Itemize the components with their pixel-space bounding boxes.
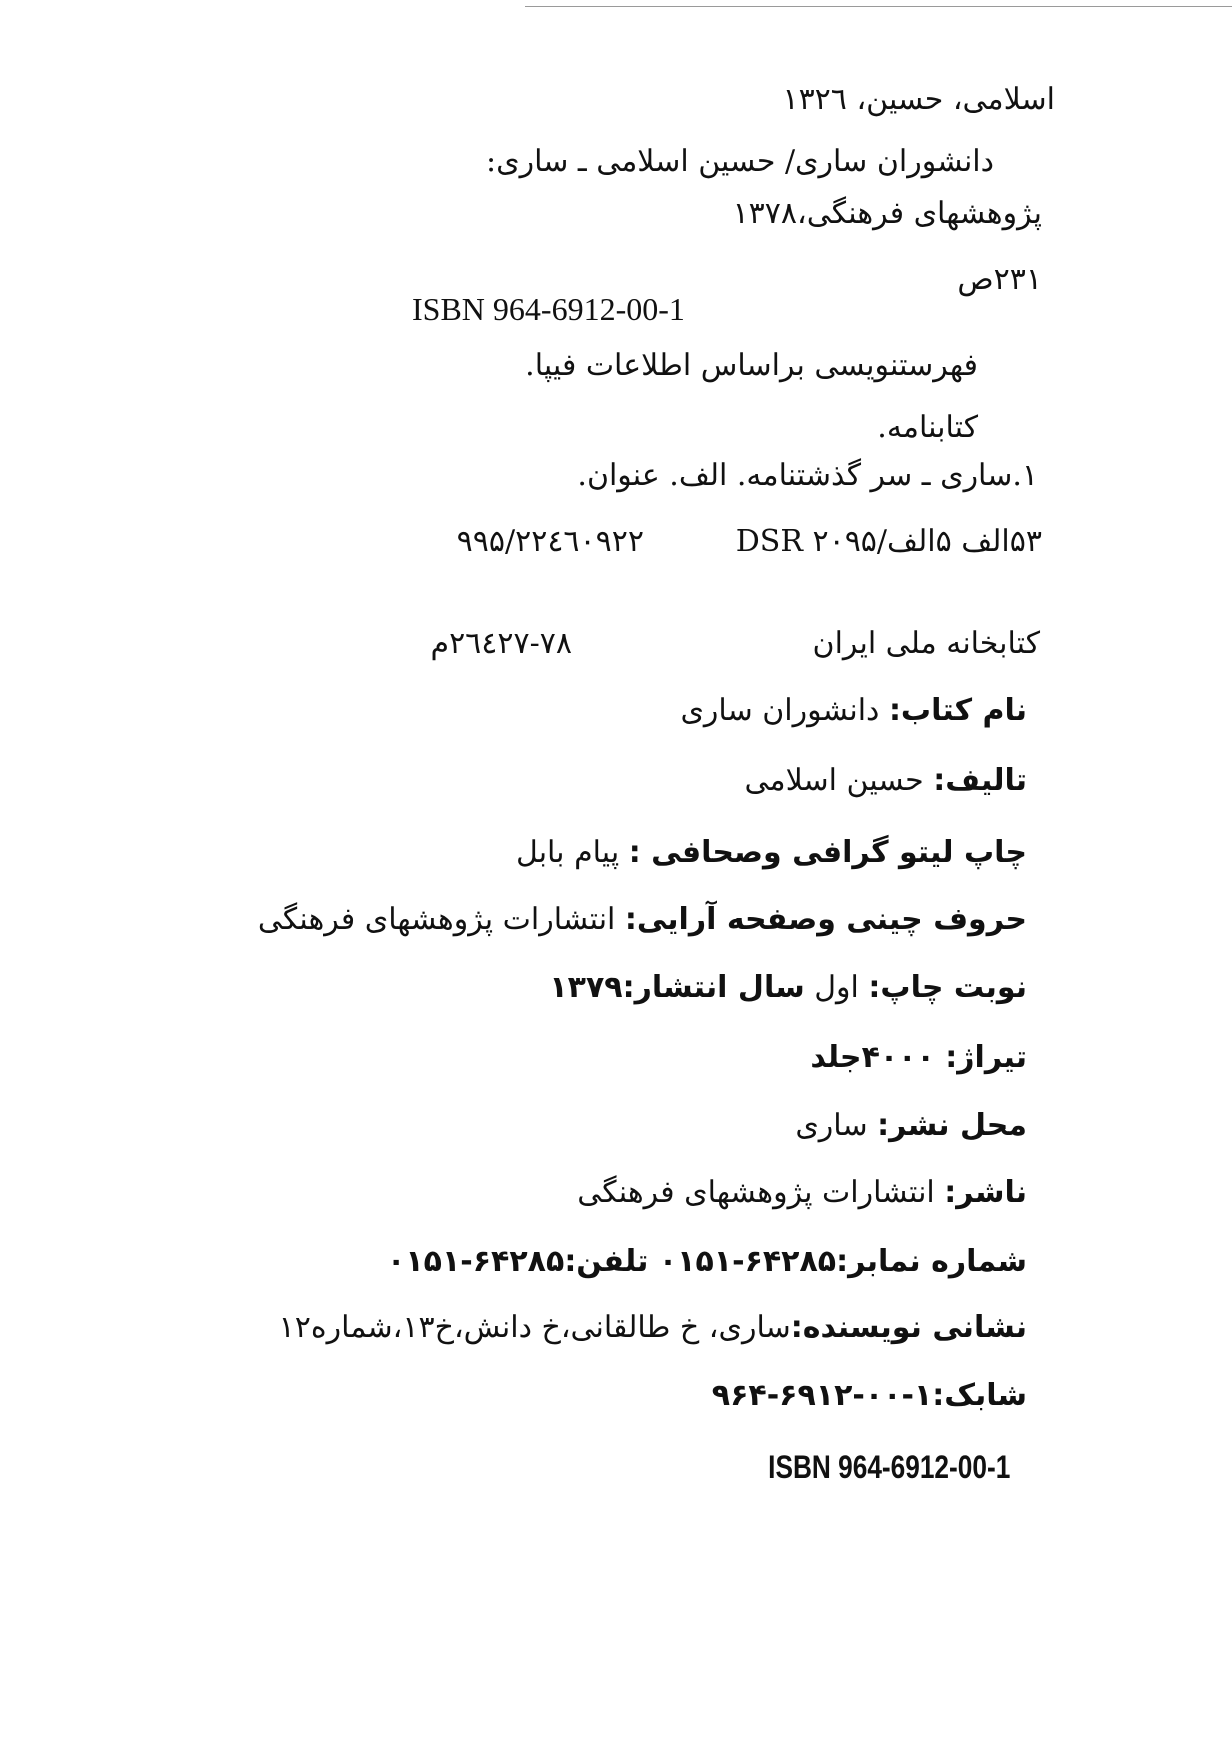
- edition-row: [549, 970, 1027, 1006]
- litho-label: چاپ لیتو گرافی وصحافی :: [628, 835, 1027, 870]
- address-label: نشانی نویسنده:: [790, 1310, 1027, 1345]
- cip-library-number: ۲٦٤۲۷-۷۸م: [430, 626, 572, 661]
- typesetting-row: [258, 902, 1027, 938]
- circulation-row: [810, 1040, 1027, 1076]
- cip-library: کتابخانه ملی ایران: [812, 626, 1040, 661]
- cip-pages: ۲۳۱ص: [957, 262, 1042, 297]
- book-name-row: [680, 693, 1027, 729]
- author-value: حسین اسلامی: [744, 763, 934, 798]
- typesetting-label: حروف چینی وصفحه آرایی:: [624, 902, 1027, 937]
- author-row: [745, 763, 1027, 799]
- year-value: ۱۳۷۹: [549, 970, 623, 1005]
- phone-line: شماره نمابر:۶۴۲۸۵-۰۱۵۱ تلفن:۶۴۲۸۵-۰۱۵۱: [387, 1244, 1027, 1279]
- place-row: [795, 1108, 1027, 1144]
- book-name-value: دانشوران ساری: [680, 693, 889, 728]
- publisher-row: [577, 1175, 1027, 1211]
- place-label: محل نشر:: [877, 1108, 1027, 1143]
- cip-isbn: ISBN 964-6912-00-1: [412, 291, 685, 327]
- litho-value: پیام بابل: [515, 835, 629, 870]
- cip-bibliography: کتابنامه.: [877, 410, 978, 445]
- scan-top-edge: [525, 6, 1232, 7]
- isbn-footer: ISBN 964-6912-00-1: [767, 1449, 1010, 1485]
- place-value: ساری: [795, 1108, 878, 1143]
- cip-author-line: اسلامی، حسین، ۱۳۲٦: [782, 82, 1055, 117]
- address-row: [279, 1310, 1027, 1346]
- shabak-line: شابک:۱-۰۰-۶۹۱۲-۹۶۴: [711, 1378, 1027, 1413]
- year-label: سال انتشار:: [622, 970, 805, 1005]
- edition-value: اول: [804, 970, 869, 1005]
- cip-subject: ۱.ساری ـ سر گذشتنامه. الف. عنوان.: [577, 458, 1038, 493]
- publisher-value: انتشارات پژوهشهای فرهنگی: [577, 1175, 945, 1210]
- cip-title-line: دانشوران ساری/ حسین اسلامی ـ ساری:: [486, 144, 994, 179]
- litho-row: [516, 835, 1027, 871]
- phone-row: [387, 1244, 1027, 1280]
- cip-fipa-note: فهرستنویسی براساس اطلاعات فیپا.: [525, 348, 978, 383]
- cip-classification-left: ۹۹۵/۲۲٤٦۰۹۲۲: [456, 524, 644, 559]
- cip-publisher-line: پژوهشهای فرهنگی،۱۳۷۸: [732, 196, 1042, 231]
- shabak-row: [712, 1378, 1027, 1414]
- edition-label: نوبت چاپ:: [868, 970, 1027, 1005]
- publisher-label: ناشر:: [944, 1175, 1027, 1210]
- circulation-label: تیراژ:: [945, 1040, 1027, 1075]
- address-value: ساری، خ طالقانی،خ دانش،خ۱۳،شماره۱۲: [278, 1310, 791, 1345]
- circulation-value: ۴۰۰۰جلد: [810, 1040, 946, 1075]
- book-name-label: نام کتاب:: [888, 693, 1027, 728]
- cip-classification-right: ۵۳الف ۵الف/۲۰۹۵ DSR: [735, 524, 1042, 559]
- typesetting-value: انتشارات پژوهشهای فرهنگی: [257, 902, 625, 937]
- author-label: تالیف:: [933, 763, 1027, 798]
